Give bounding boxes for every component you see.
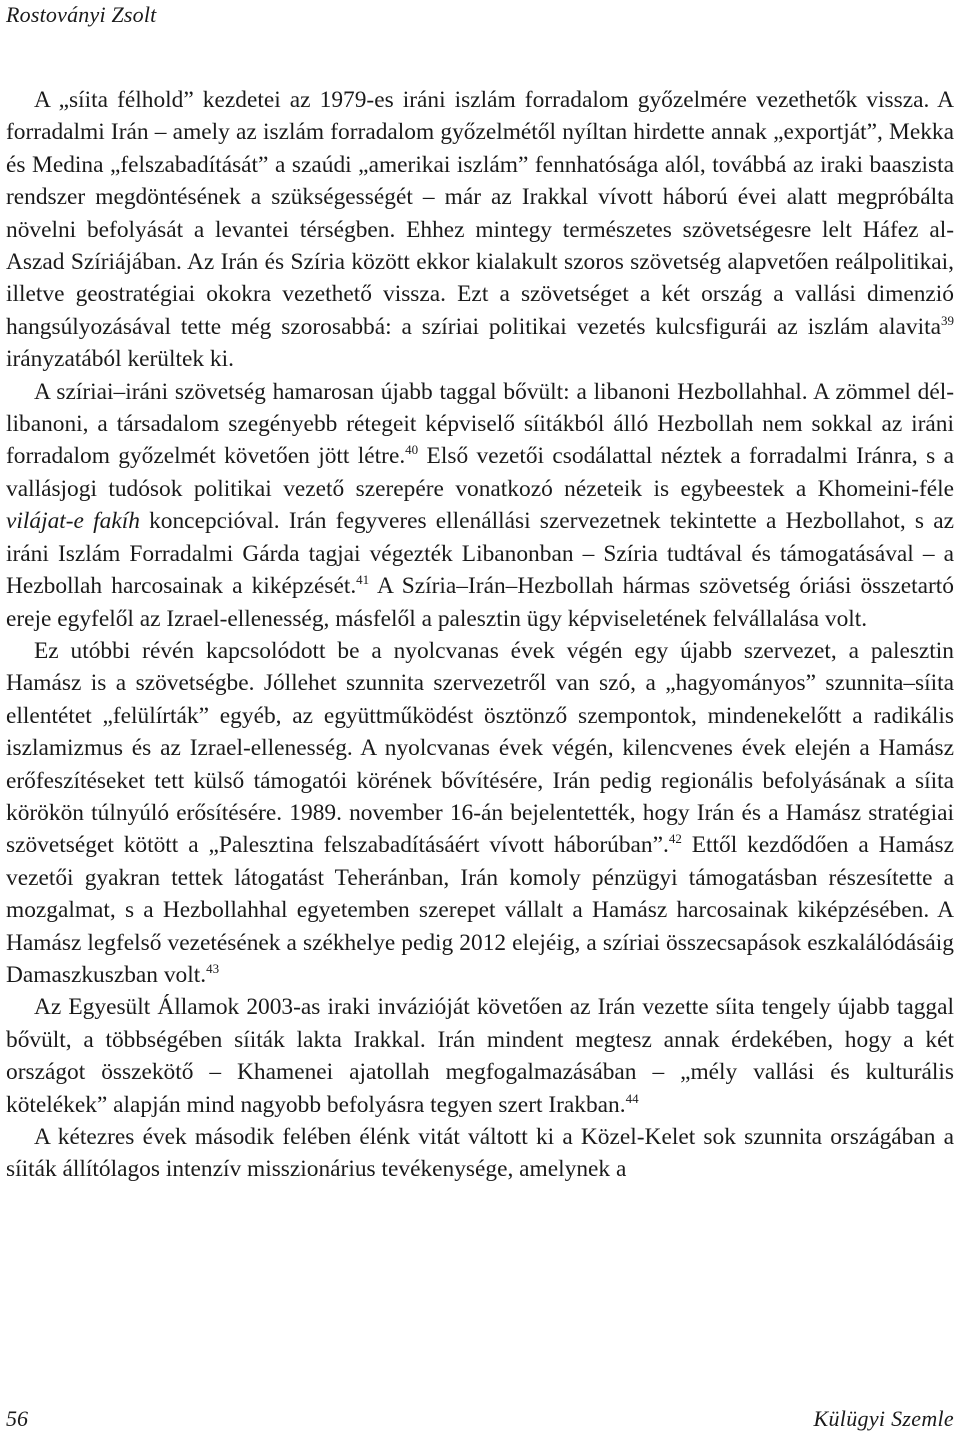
footnote-reference[interactable]: 42 [668, 831, 682, 847]
paragraph [6, 84, 954, 376]
text-run: A „síita félhold” kezdetei az 1979-es iráni iszlám forradalom győzelmére vezethetők vissza. A forradalmi Irán – amely az iszlám forradalom győzelmétől nyíltan hirdette annak „exportját”, Mekka és Medina „felszabadítását” a szaúdi „amerikai iszlám” fennhatósága alól, továbbá az iraki baaszista rendszer megdöntésének a szükségességét – már az Irakkal vívott háború évei alatt megpróbálta növelni befolyását a levantei térségben. Ehhez mintegy természetes szövetségesre lelt Háfez al-Aszad Szíriájában. Az Irán és Szíria között ekkor kialakult szoros szövetség alapvetően reálpolitikai, illetve geostratégiai okokra vezethető vissza. Ezt a szövetséget a két ország a vallási dimenzió hangsúlyozásával tette még szorosabbá: a szíriai politikai vezetés kulcsfigurái az iszlám alavita [6, 87, 954, 340]
footnote-reference[interactable]: 44 [625, 1090, 639, 1106]
text-run: A szíriai–iráni szövetség hamarosan újabb taggal bővült: a libanoni Hezbollahhal. A zömmel dél-libanoni, a társadalom szegényebb rétegeit képviselő síitákból álló Hezbollah nem sokkal az iráni forradalom győzelmét követően jött létre. [6, 378, 954, 470]
paragraph [6, 635, 954, 991]
running-header-author: Rostoványi Zsolt [6, 2, 157, 27]
text-run: irányzatából kerültek ki. [6, 346, 234, 373]
article-body [6, 84, 954, 1186]
text-run: Az Egyesült Államok 2003-as iraki invázióját követően az Irán vezette síita tengely újabb taggal bővült, a többségében síiták lakta Irakkal. Irán mindent megtesz annak érdekében, hogy a két országot összekötő – Khamenei ajatollah megfogalmazásában – „mély vallási és kulturális kötelékek” alapján mind nagyobb befolyásra tegyen szert Irakban. [6, 994, 954, 1118]
italic-term: vilájat-e fakíh [6, 508, 140, 535]
text-run: A kétezres évek második felében élénk vitát váltott ki a Közel-Kelet sok szunnita országában a síiták állítólagos intenzív misszionárius tevékenysége, amelynek a [6, 1124, 954, 1183]
journal-title: Külügyi Szemle [813, 1406, 954, 1431]
footnote-reference[interactable]: 41 [356, 572, 370, 588]
text-run: Ez utóbbi révén kapcsolódott be a nyolcvanas évek végén egy újabb szervezet, a palesztin Hamász is a szövetségbe. Jóllehet szunnita szervezetről van szó, a „hagyományos” szunnita–síita ellentétet „felülírták” egyéb, az együttműködést ösztönző szempontok, mindenekelőtt a radikális iszlamizmus és az Izrael-ellenesség. A nyolcvanas évek végén, kilencvenes évek elején a Hamász erőfeszítéseket tett külső támogatói körének bővítésére, Irán pedig regionális befolyásának a síita körökön túlnyúló erősítésére. 1989. november 16-án bejelentették, hogy Irán és a Hamász stratégiai szövetséget kötött a „Palesztina felszabadításáért vívott háborúban”. [6, 637, 954, 859]
paragraph [6, 991, 954, 1121]
footnote-reference[interactable]: 40 [405, 442, 419, 458]
text-run: A Szíria–Irán–Hezbollah hármas szövetség óriási összetartó ereje egyfelől az Izrael-ellenesség, másfelől a palesztin ügy képviseletének felvállalása volt. [6, 573, 954, 632]
text-run: Első vezetői csodálattal néztek a forradalmi Iránra, s a vallásjogi tudósok politikai vezető szerepére vonatkozó nézeteik is egybeestek a Khomeini-féle [6, 443, 954, 502]
footnote-reference[interactable]: 43 [206, 960, 220, 976]
text-run: koncepcióval. Irán fegyveres ellenállási szervezetnek tekintette a Hezbollahot, s az iráni Iszlám Forradalmi Gárda tagjai végezték Libanonban – Szíria tudtával és támogatásával – a Hezbollah harcosainak a kiképzését. [6, 508, 954, 600]
paragraph [6, 376, 954, 635]
footnote-reference[interactable]: 39 [941, 312, 954, 328]
paragraph [6, 1121, 954, 1186]
page-number: 56 [6, 1406, 28, 1431]
text-run: Ettől kezdődően a Hamász vezetői gyakran tettek látogatást Teheránban, Irán komoly pénzügyi támogatásban részesítette a mozgalmat, s a Hezbollahhal egyetemben szerepet vállalt a Hamász harcosainak kiképzésében. A Hamász legfelső vezetésének a székhelye pedig 2012 elejéig, a szíriai összecsapások eszkalálódásáig Damaszkuszban volt. [6, 832, 954, 988]
